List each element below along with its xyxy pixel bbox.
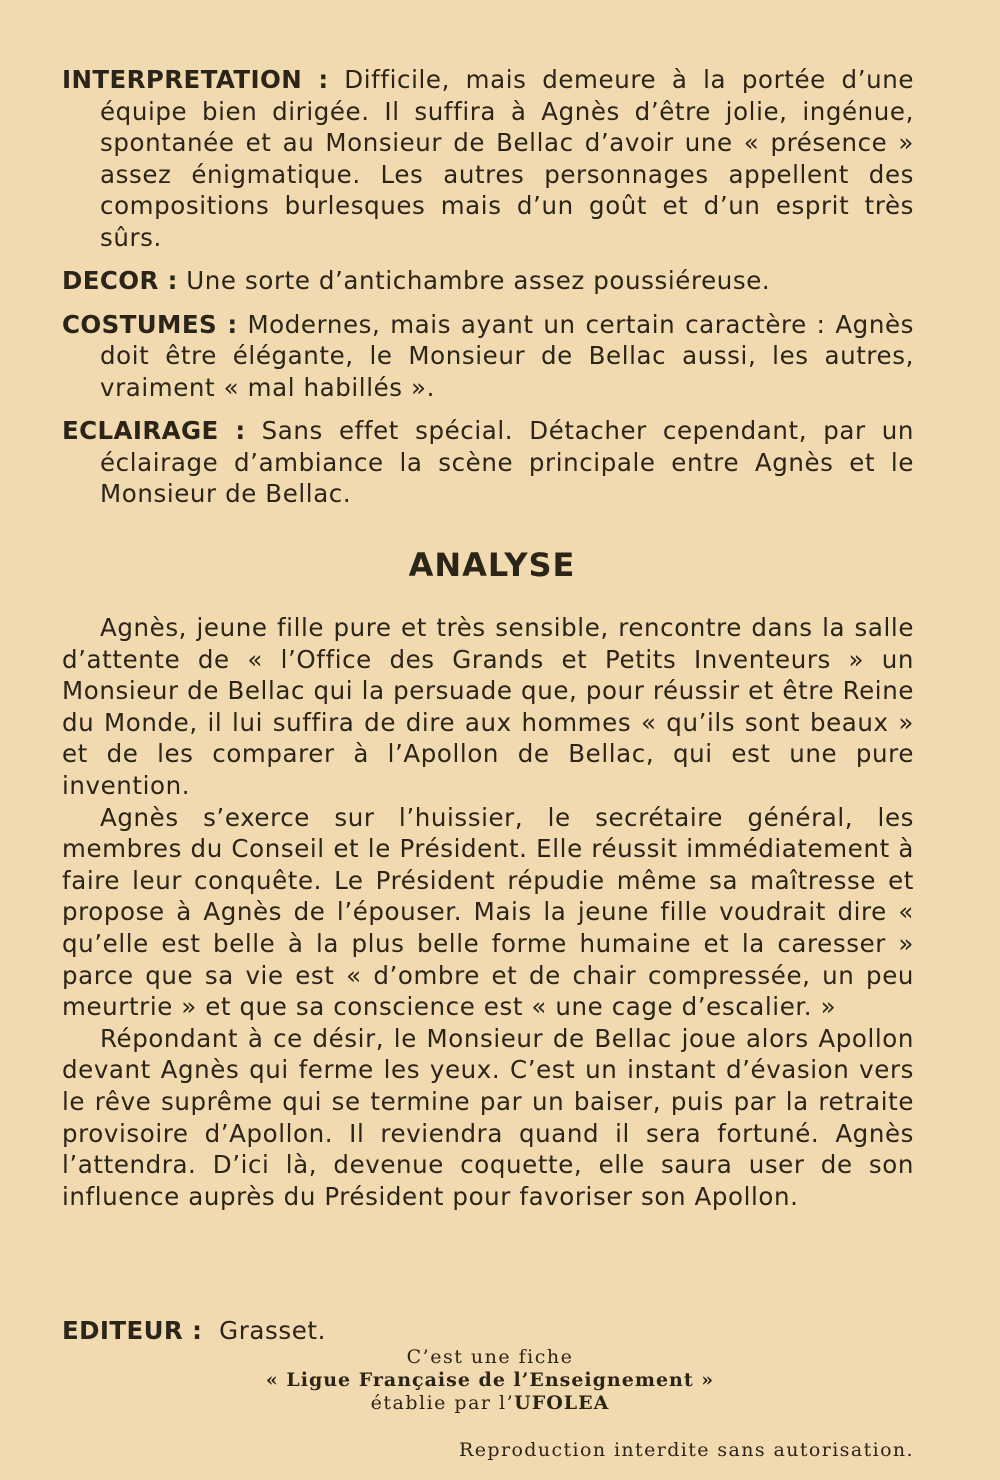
footer-credit <box>190 1346 790 1415</box>
footer-line <box>190 1392 790 1415</box>
section-text: Une sorte d’antichambre assez poussiéreuse. <box>186 266 771 295</box>
section-label: COSTUMES : <box>62 309 238 339</box>
section-costumes <box>62 309 914 404</box>
footer-line-prefix: établie par l’ <box>370 1392 515 1414</box>
section-interpretation <box>62 64 914 253</box>
section-label: EDITEUR : <box>62 1315 203 1345</box>
production-notes <box>62 64 914 522</box>
analysis-title: ANALYSE <box>408 546 576 584</box>
section-decor <box>62 265 914 297</box>
section-text: Sans effet spécial. Détacher cependant, par un éclairage d’ambiance la scène principale entre Agnès et le Monsieur de Bellac. <box>100 416 914 508</box>
footer-line: C’est une fiche <box>406 1346 574 1368</box>
footer-organization: UFOLEA <box>514 1392 610 1414</box>
section-label: DECOR : <box>62 266 178 295</box>
analysis-body <box>62 612 914 1212</box>
footer-line: « Ligue Française de l’Enseignement » <box>265 1369 715 1391</box>
section-label: INTERPRETATION : <box>62 65 329 94</box>
section-text: Difficile, mais demeure à la portée d’une équipe bien dirigée. Il suffira à Agnès d’être jolie, ingénue, spontanée et au Monsieur de Bellac d’avoir une « présence » assez énigmatique. Les autres personnages appellent des compositions burlesques mais d’un goût et d’un esprit très sûrs. <box>100 65 915 252</box>
section-label: ECLAIRAGE : <box>62 416 246 445</box>
section-eclairage <box>62 415 914 510</box>
analysis-paragraph: Répondant à ce désir, le Monsieur de Bellac joue alors Apollon devant Agnès qui ferme les yeux. C’est un instant d’évasion vers le rêve suprême qui se termine par un baiser, puis par la retraite provisoire d’Apollon. Il reviendra quand il sera fortuné. Agnès l’attendra. D’ici là, devenue coquette, elle saura user de son influence auprès du Président pour favoriser son Apollon. <box>62 1023 914 1211</box>
analysis-paragraph: Agnès s’exerce sur l’huissier, le secrétaire général, les membres du Conseil et le Président. Elle réussit immédiatement à faire leur conquête. Le Président répudie même sa maîtresse et propose à Agnès de l’épouser. Mais la jeune fille voudrait dire « qu’elle est belle à la plus belle forme humaine et la caresser » parce que sa vie est « d’ombre et de chair compressée, un peu meurtrie » et que sa conscience est « une cage d’escalier. » <box>62 802 914 1022</box>
section-text: Modernes, mais ayant un certain caractère : Agnès doit être élégante, le Monsieur de Bellac aussi, les autres, vraiment « mal habillés ». <box>100 309 914 402</box>
analysis-paragraph: Agnès, jeune fille pure et très sensible, rencontre dans la salle d’attente de « l’Office des Grands et Petits Inventeurs » un Monsieur de Bellac qui la persuade que, pour réussir et être Reine du Monde, il lui suffira de dire aux hommes « qu’ils sont beaux » et de les comparer à l’Apollon de Bellac, qui est une pure invention. <box>62 613 914 800</box>
section-editeur <box>62 1315 914 1346</box>
section-text: Grasset. <box>219 1315 326 1345</box>
reproduction-notice: Reproduction interdite sans autorisation. <box>459 1439 914 1461</box>
